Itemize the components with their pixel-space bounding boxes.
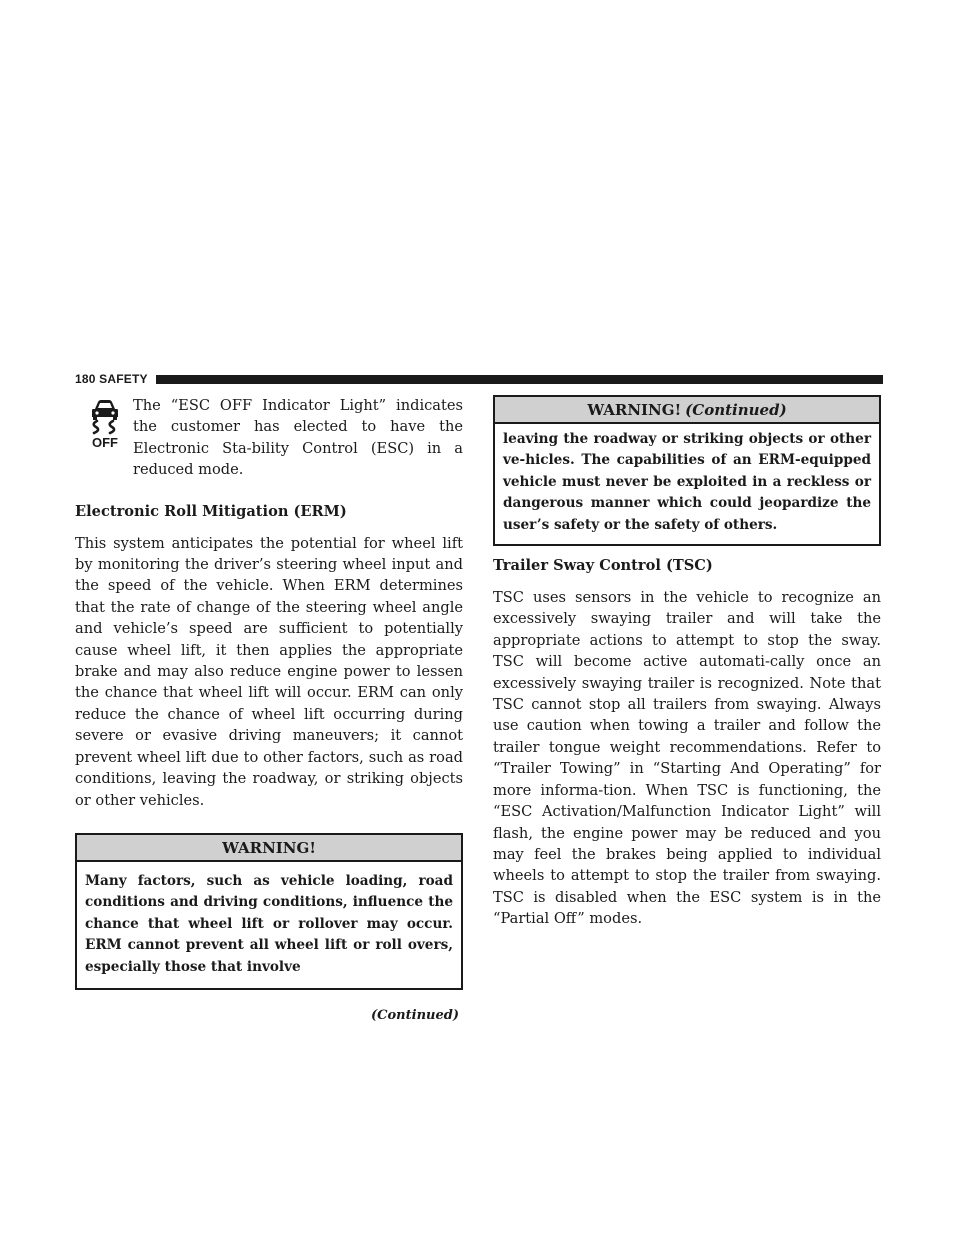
erm-warning-box xyxy=(75,833,463,990)
erm-heading: Electronic Roll Mitigation (ERM) xyxy=(75,502,347,520)
warning-title-text: WARNING! xyxy=(222,838,316,857)
right-column xyxy=(493,395,881,930)
esc-off-icon-graphic xyxy=(75,395,133,449)
esc-off-indicator-block xyxy=(75,395,463,481)
warning-body: leaving the roadway or striking objects or other ve-hicles. The capabilities of an ERM-equipped vehicle must never be exploited in a reckless or dangerous manner which could jeopardize the user’s safety or the safety of others. xyxy=(503,431,871,533)
page-number-section: 180 SAFETY xyxy=(75,372,148,386)
tsc-heading: Trailer Sway Control (TSC) xyxy=(493,557,713,575)
left-column xyxy=(75,395,463,1023)
page-header xyxy=(75,372,883,386)
esc-off-icon-label: OFF xyxy=(92,435,118,449)
tsc-paragraph: TSC uses sensors in the vehicle to recognize an excessively swaying trailer and will take the appropriate actions to attempt to stop the sway. TSC will become active automati-cally once an excessively swaying trailer is recognized. Note that TSC cannot stop all trailers from swaying. Always use caution when towing a trailer and follow the trailer tongue weight recommendations. Refer to “Trailer Towing” in “Starting And Operating” for more informa-tion. When TSC is functioning, the “ESC Activation/Malfunction Indicator Light” will flash, the engine power may be reduced and you may feel the brakes being applied to individual wheels to attempt to stop the trailer from swaying. TSC is disabled when the ESC system is in the “Partial Off” modes. xyxy=(493,589,881,928)
warning-title xyxy=(495,397,879,424)
continued-label: (Continued) xyxy=(371,1007,459,1023)
warning-title xyxy=(77,835,461,862)
warning-body: Many factors, such as vehicle loading, road conditions and driving conditions, influence the chance that wheel lift or rollover may occur. ERM cannot prevent all wheel lift or roll overs, especially those that involve xyxy=(85,872,453,975)
esc-off-description: The “ESC OFF Indicator Light” indicates the customer has elected to have the Electronic Sta-bility Control (ESC) in a reduced mode. xyxy=(133,397,463,479)
erm-paragraph: This system anticipates the potential for wheel lift by monitoring the driver’s steering wheel input and the speed of the vehicle. When ERM determines that the rate of change of the steering wheel angle and vehicle’s speed are sufficient to potentially cause wheel lift, it then applies the appropriate brake and may also reduce engine power to lessen the chance that wheel lift will occur. ERM can only reduce the chance of wheel lift occurring during severe or evasive driving maneuvers; it cannot prevent wheel lift due to other factors, such as road conditions, leaving the roadway, or striking objects or other vehicles. xyxy=(75,534,463,809)
esc-off-icon xyxy=(75,395,133,449)
warning-continued-label: (Continued) xyxy=(685,401,787,419)
header-rule xyxy=(156,375,883,384)
erm-warning-continued-box xyxy=(493,395,881,546)
warning-title-text: WARNING! xyxy=(587,401,682,419)
